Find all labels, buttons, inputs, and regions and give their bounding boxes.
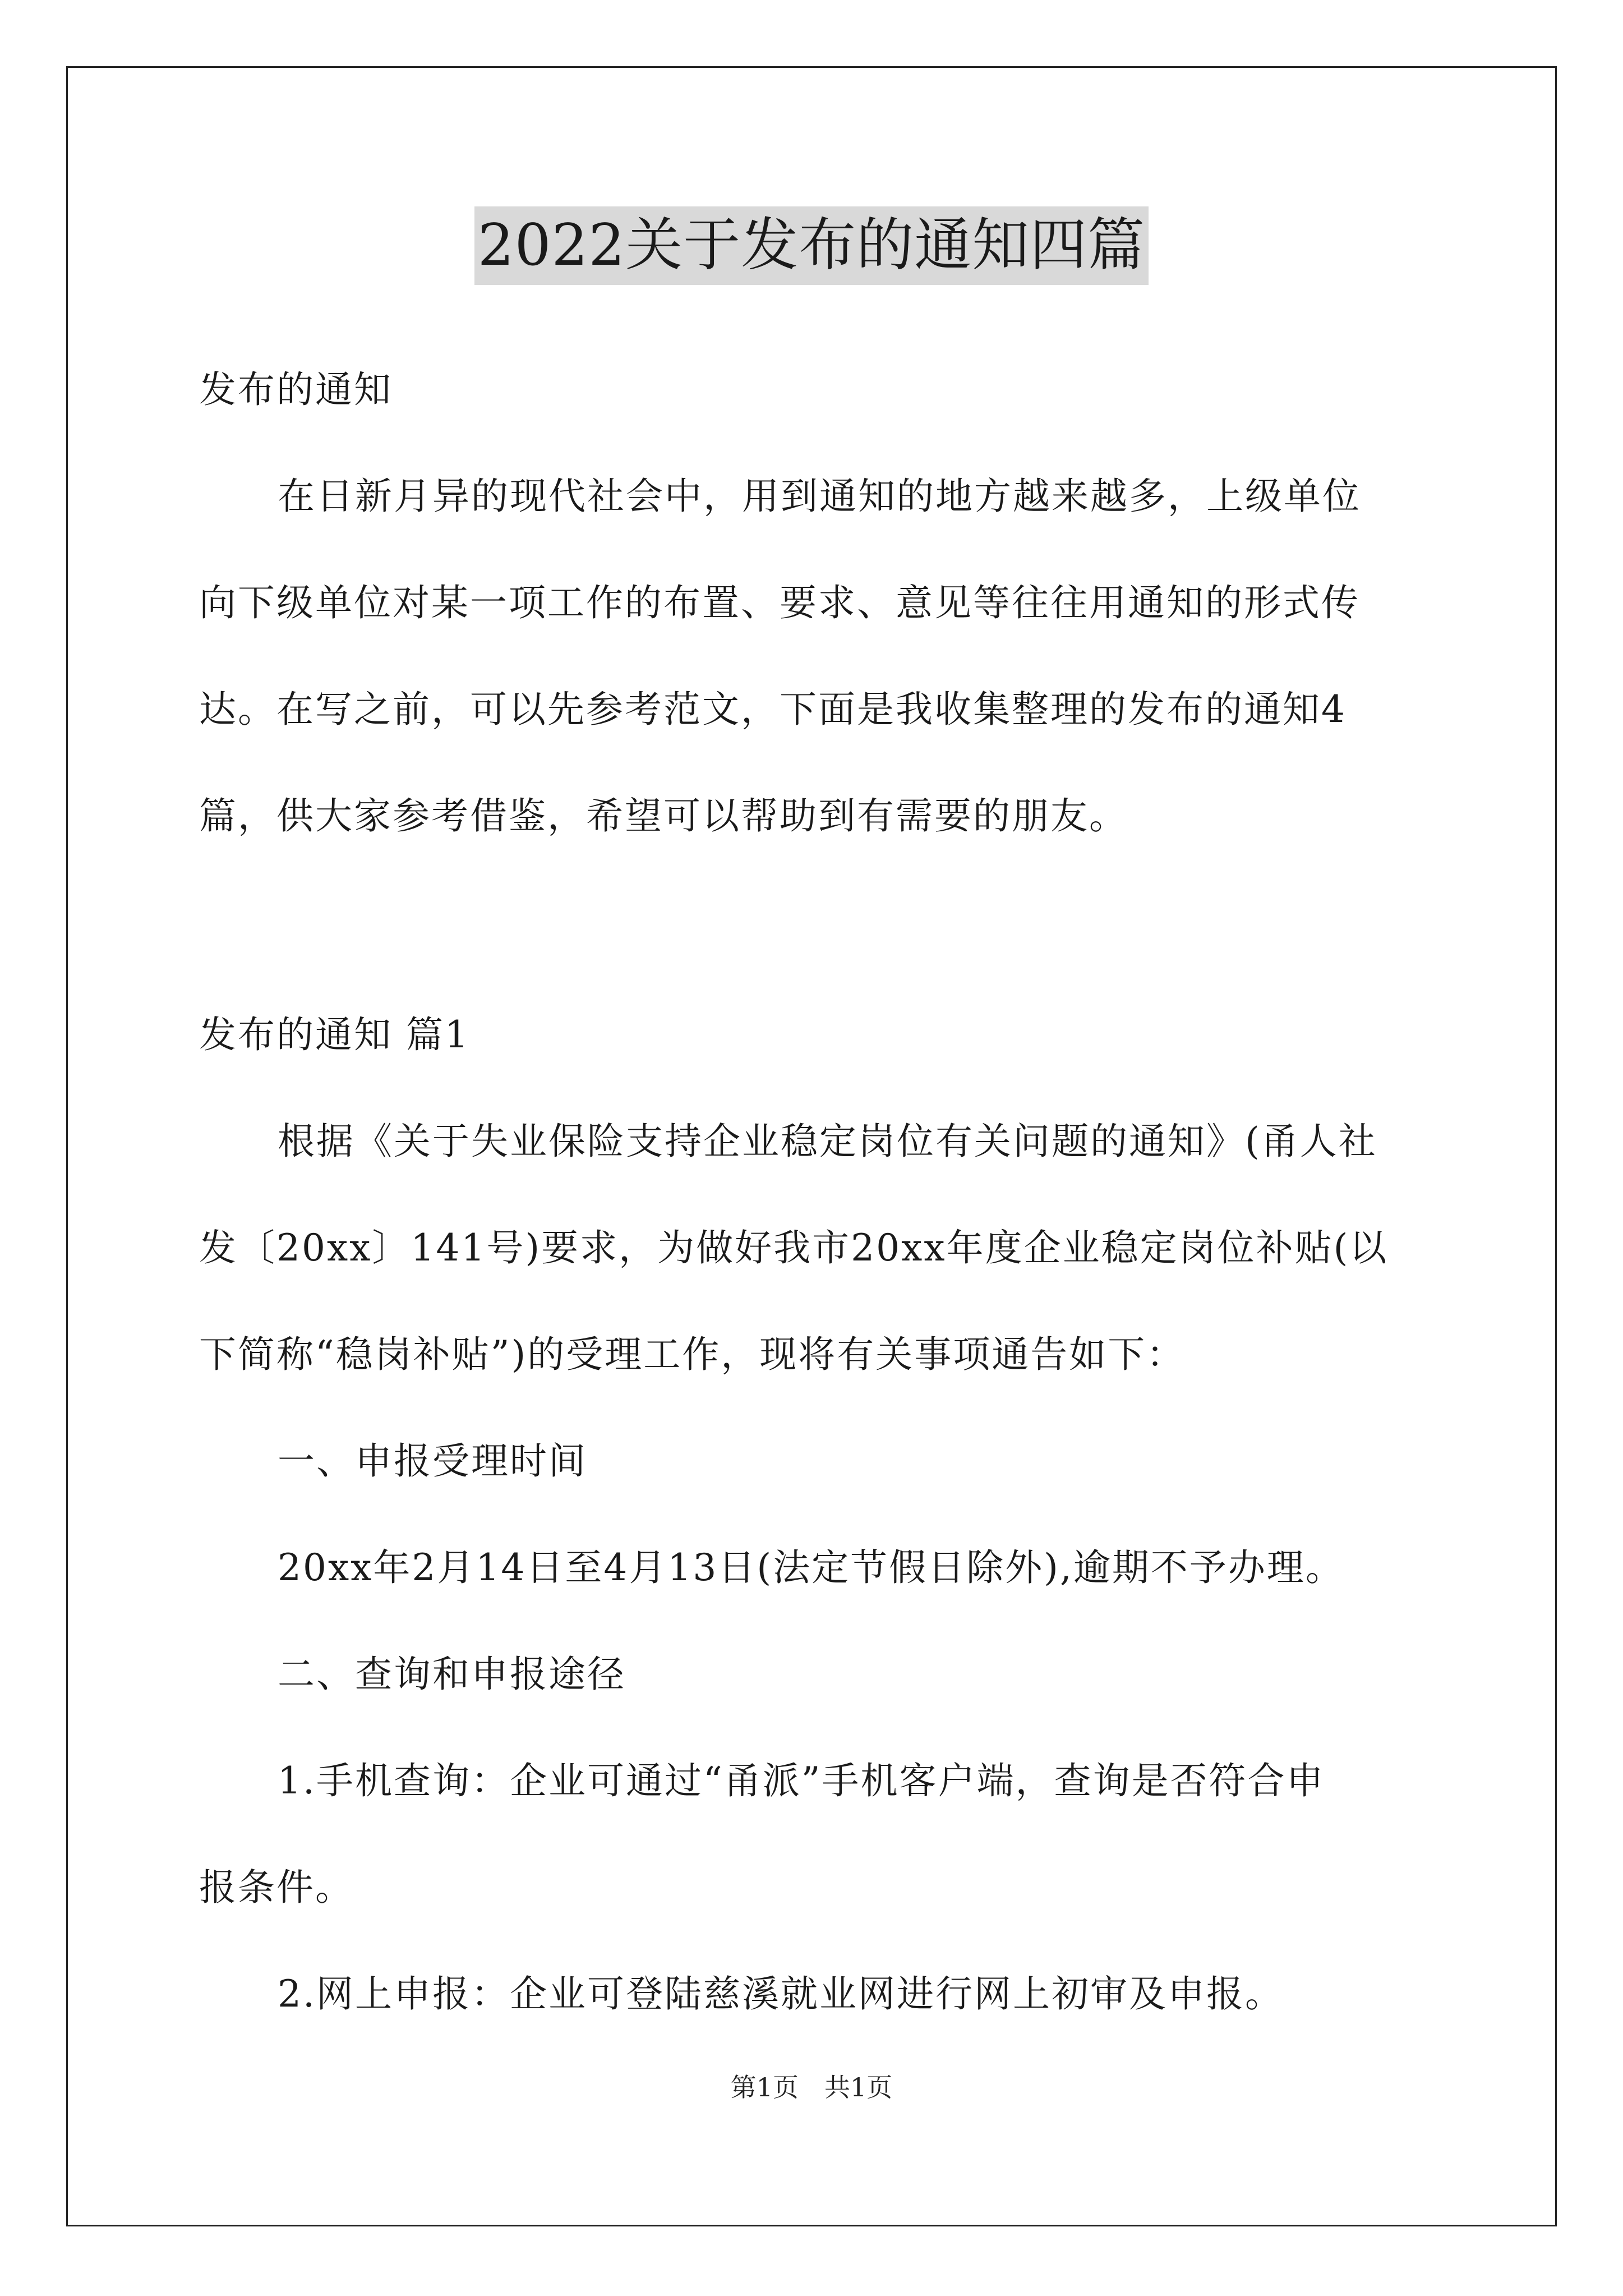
section1-line-2: 发〔20xx〕141号)要求，为做好我市20xx年度企业稳定岗位补贴(以 (199, 1226, 1389, 1269)
item1-text: 20xx年2月14日至4月13日(法定节假日除外),逾期不予办理。 (278, 1546, 1344, 1589)
section1-line-3: 下简称“稳岗补贴”)的受理工作，现将有关事项通告如下： (199, 1333, 1186, 1376)
intro-line-1: 在日新月异的现代社会中，用到通知的地方越来越多，上级单位 (278, 475, 1361, 518)
intro-line-2: 向下级单位对某一项工作的布置、要求、意见等往往用通知的形式传 (199, 581, 1360, 624)
item2-heading: 二、查询和申报途径 (278, 1653, 626, 1696)
intro-heading: 发布的通知 (199, 368, 393, 411)
section1-line-1: 根据《关于失业保险支持企业稳定岗位有关问题的通知》(甬人社 (278, 1120, 1377, 1163)
page-number-footer: 第1页 共1页 (730, 2072, 893, 2102)
item2-point2: 2.网上申报：企业可登陆慈溪就业网进行网上初审及申报。 (278, 1972, 1284, 2016)
item2-point1-line-1: 1.手机查询：企业可通过“甬派”手机客户端，查询是否符合申 (278, 1759, 1325, 1802)
document-body (199, 337, 1433, 2047)
section-spacer (199, 869, 1433, 982)
document-title (0, 206, 1623, 285)
item1-heading: 一、申报受理时间 (278, 1439, 587, 1483)
intro-line-3: 达。在写之前，可以先参考范文，下面是我收集整理的发布的通知4 (199, 688, 1347, 731)
document-title-text: 2022关于发布的通知四篇 (474, 206, 1149, 285)
section1-heading: 发布的通知 篇1 (199, 1013, 470, 1056)
item2-point1-line-2: 报条件。 (199, 1866, 354, 1909)
intro-line-4: 篇，供大家参考借鉴，希望可以帮助到有需要的朋友。 (199, 794, 1128, 838)
